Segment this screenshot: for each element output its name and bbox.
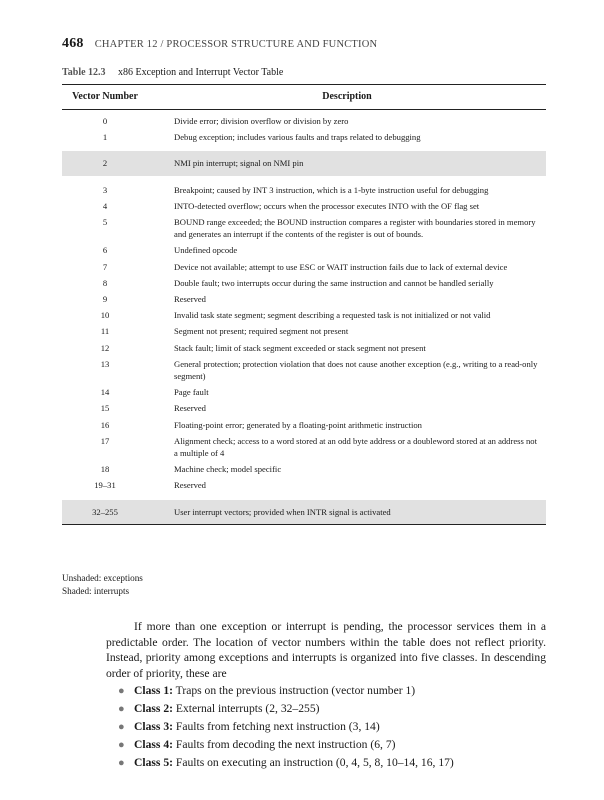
- description-cell: Debug exception; includes various faults and traps related to debugging: [174, 132, 421, 143]
- class-text: External interrupts (2, 32–255): [172, 702, 320, 715]
- description-cell: User interrupt vectors; provided when INTR signal is activated: [174, 506, 391, 517]
- description-cell: Double fault; two interrupts occur during the same instruction and cannot be handled serially: [174, 277, 494, 288]
- class-text: Faults from fetching next instruction (3, 14): [172, 720, 380, 733]
- class-text: Faults from decoding the next instruction (6, 7): [172, 738, 396, 751]
- vector-table: [62, 84, 546, 525]
- table-row: [62, 477, 546, 499]
- vector-number-cell: 8: [102, 277, 108, 288]
- description-cell: INTO-detected overflow; occurs when the processor executes INTO with the OF flag set: [174, 200, 480, 211]
- table-row: [62, 129, 546, 151]
- chapter-title: CHAPTER 12 / PROCESSOR STRUCTURE AND FUNCTION: [94, 39, 378, 50]
- description-cell: Divide error; division overflow or division by zero: [174, 116, 349, 126]
- table-row: [62, 214, 546, 242]
- description-cell: Alignment check; access to a word stored at an odd byte address or a doubleword stored at an address not a multiple of 4: [174, 435, 537, 459]
- table-row: [62, 198, 546, 214]
- vector-number-cell: 5: [102, 217, 108, 228]
- table-row: [62, 307, 546, 323]
- table-row: [62, 417, 546, 433]
- description-cell: Breakpoint; caused by INT 3 instruction, which is a 1-byte instruction useful for debugging: [174, 184, 489, 195]
- table-row: [62, 500, 546, 524]
- vector-number-cell: 14: [100, 387, 110, 398]
- table-row: [62, 110, 546, 129]
- table-row: [62, 242, 546, 258]
- table-row: [62, 340, 546, 356]
- list-item: [118, 754, 454, 772]
- vector-number-cell: 19–31: [94, 480, 116, 491]
- table-number: Table 12.3: [62, 67, 106, 78]
- list-item: [118, 700, 454, 718]
- vector-number-cell: 12: [100, 342, 110, 353]
- vector-number-cell: 4: [102, 200, 108, 211]
- table-title: x86 Exception and Interrupt Vector Table: [118, 67, 284, 78]
- vector-number-cell: 7: [102, 261, 108, 272]
- description-cell: Reserved: [174, 403, 206, 414]
- body-paragraph: If more than one exception or interrupt is pending, the processor services them in a predictable order. The location of vector numbers within the table does not reflect priority. Instead, priority among exceptions and interrupts is organized into five classes. In descending order of priority, these are: [106, 620, 546, 680]
- bullet-icon: ●: [118, 685, 125, 697]
- vector-number-cell: 13: [100, 358, 110, 369]
- table-header-row: [62, 85, 546, 110]
- description-cell: Stack fault; limit of stack segment exceeded or stack segment not present: [174, 342, 426, 353]
- vector-number-cell: 18: [100, 464, 110, 475]
- class-label: Class 1:: [134, 684, 173, 697]
- table-row: [62, 259, 546, 275]
- vector-number-cell: 6: [102, 245, 108, 256]
- column-header-description: Description: [322, 90, 372, 102]
- description-cell: Reserved: [174, 480, 206, 491]
- vector-number-cell: 2: [102, 158, 108, 169]
- vector-number-cell: 3: [102, 184, 108, 195]
- vector-number-cell: 32–255: [92, 506, 118, 517]
- note-shaded: Shaded: interrupts: [62, 586, 130, 596]
- table-row: [62, 461, 546, 477]
- bullet-icon: ●: [118, 721, 125, 733]
- description-cell: Segment not present; required segment not present: [174, 326, 349, 337]
- bullet-icon: ●: [118, 757, 125, 769]
- table-row: [62, 151, 546, 175]
- vector-number-cell: 15: [100, 403, 110, 414]
- list-item: [118, 736, 454, 754]
- description-cell: Invalid task state segment; segment describing a requested task is not initialized or not valid: [174, 310, 491, 321]
- class-text: Faults on executing an instruction (0, 4, 5, 8, 10–14, 16, 17): [172, 756, 454, 769]
- class-label: Class 5:: [134, 756, 173, 769]
- table-caption: [62, 67, 283, 78]
- description-cell: Page fault: [174, 387, 209, 398]
- vector-number-cell: 1: [102, 132, 108, 143]
- description-cell: BOUND range exceeded; the BOUND instruction compares a register with boundaries stored in memory and generates an interrupt if the contents of the register is out of bounds.: [174, 217, 536, 240]
- table-row: [62, 433, 546, 461]
- description-cell: General protection; protection violation that does not cause another exception (e.g., writing to a read-only segment): [174, 358, 538, 382]
- class-label: Class 2:: [134, 702, 173, 715]
- class-label: Class 4:: [134, 738, 173, 751]
- vector-number-cell: 10: [100, 310, 110, 321]
- description-cell: Floating-point error; generated by a floating-point arithmetic instruction: [174, 419, 422, 430]
- class-label: Class 3:: [134, 720, 173, 733]
- table-row: [62, 323, 546, 339]
- table-row: [62, 291, 546, 307]
- bullet-icon: ●: [118, 703, 125, 715]
- description-cell: Reserved: [174, 294, 206, 305]
- description-cell: Machine check; model specific: [174, 464, 282, 475]
- table-row: [62, 400, 546, 416]
- column-header-vector: Vector Number: [72, 90, 138, 102]
- list-item: [118, 718, 454, 736]
- description-cell: NMI pin interrupt; signal on NMI pin: [174, 158, 304, 169]
- vector-number-cell: 17: [100, 435, 110, 446]
- vector-number-cell: 16: [100, 419, 110, 430]
- table-row: [62, 275, 546, 291]
- vector-number-cell: 9: [102, 294, 108, 305]
- table-row: [62, 176, 546, 198]
- vector-number-cell: 11: [100, 326, 110, 337]
- list-item: [118, 682, 454, 700]
- table-notes: [62, 572, 143, 598]
- class-text: Traps on the previous instruction (vector number 1): [172, 684, 416, 697]
- table-row: [62, 384, 546, 400]
- description-cell: Undefined opcode: [174, 245, 238, 256]
- note-unshaded: Unshaded: exceptions: [62, 573, 143, 583]
- page-number: 468: [62, 36, 84, 51]
- table-body: [62, 110, 546, 524]
- description-cell: Device not available; attempt to use ESC or WAIT instruction fails due to lack of external device: [174, 261, 508, 272]
- bullet-icon: ●: [118, 739, 125, 751]
- table-row: [62, 356, 546, 384]
- page-header: [62, 36, 377, 52]
- vector-number-cell: 0: [102, 116, 108, 126]
- priority-class-list: [118, 682, 454, 772]
